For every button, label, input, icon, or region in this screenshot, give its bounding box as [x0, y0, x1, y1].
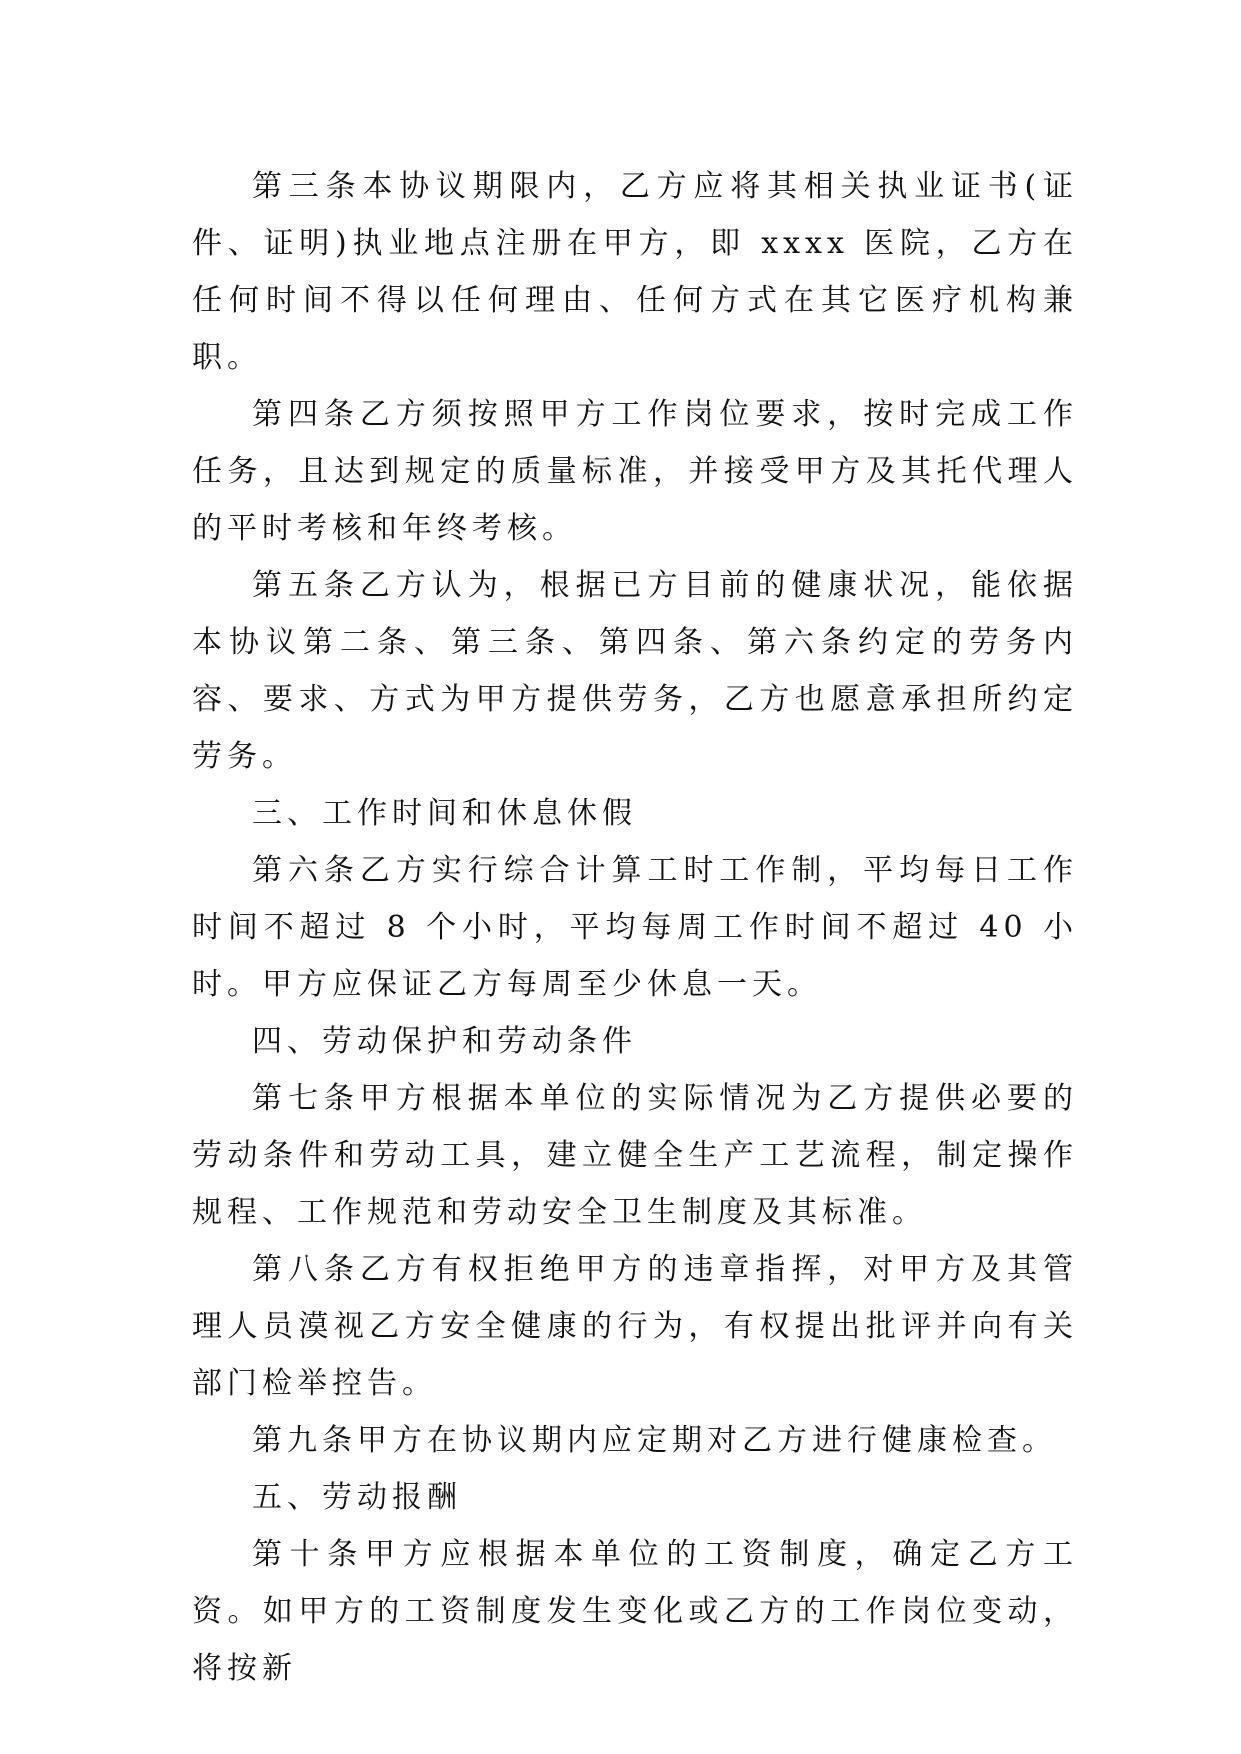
article-7-paragraph: 第七条甲方根据本单位的实际情况为乙方提供必要的劳动条件和劳动工具，建立健全生产工艺流程，制定操作规程、工作规范和劳动安全卫生制度及其标准。 — [192, 1081, 1078, 1230]
article-10-paragraph: 第十条甲方应根据本单位的工资制度，确定乙方工资。如甲方的工资制度发生变化或乙方的工作岗位变动，将按新 — [192, 1537, 1078, 1686]
article-4-paragraph: 第四条乙方须按照甲方工作岗位要求，按时完成工作任务，且达到规定的质量标准，并接受甲方及其托代理人的平时考核和年终考核。 — [192, 397, 1078, 546]
document-body — [192, 158, 1078, 1697]
article-3-paragraph: 第三条本协议期限内，乙方应将其相关执业证书(证件、证明)执业地点注册在甲方，即 xxxx 医院，乙方在任何时间不得以任何理由、任何方式在其它医疗机构兼职。 — [192, 169, 1078, 375]
section-3-heading: 三、工作时间和休息休假 — [252, 796, 637, 831]
section-5-heading: 五、劳动报酬 — [252, 1480, 462, 1515]
article-9-paragraph: 第九条甲方在协议期内应定期对乙方进行健康检查。 — [252, 1423, 1057, 1458]
article-8-paragraph: 第八条乙方有权拒绝甲方的违章指挥，对甲方及其管理人员漠视乙方安全健康的行为，有权提出批评并向有关部门检举控告。 — [192, 1252, 1078, 1401]
section-4-heading: 四、劳动保护和劳动条件 — [252, 1024, 637, 1059]
article-5-paragraph: 第五条乙方认为，根据已方目前的健康状况，能依据本协议第二条、第三条、第四条、第六条约定的劳务内容、要求、方式为甲方提供劳务，乙方也愿意承担所约定劳务。 — [192, 568, 1078, 774]
article-6-paragraph: 第六条乙方实行综合计算工时工作制，平均每日工作时间不超过 8 个小时，平均每周工作时间不超过 40 小时。甲方应保证乙方每周至少休息一天。 — [192, 853, 1078, 1002]
